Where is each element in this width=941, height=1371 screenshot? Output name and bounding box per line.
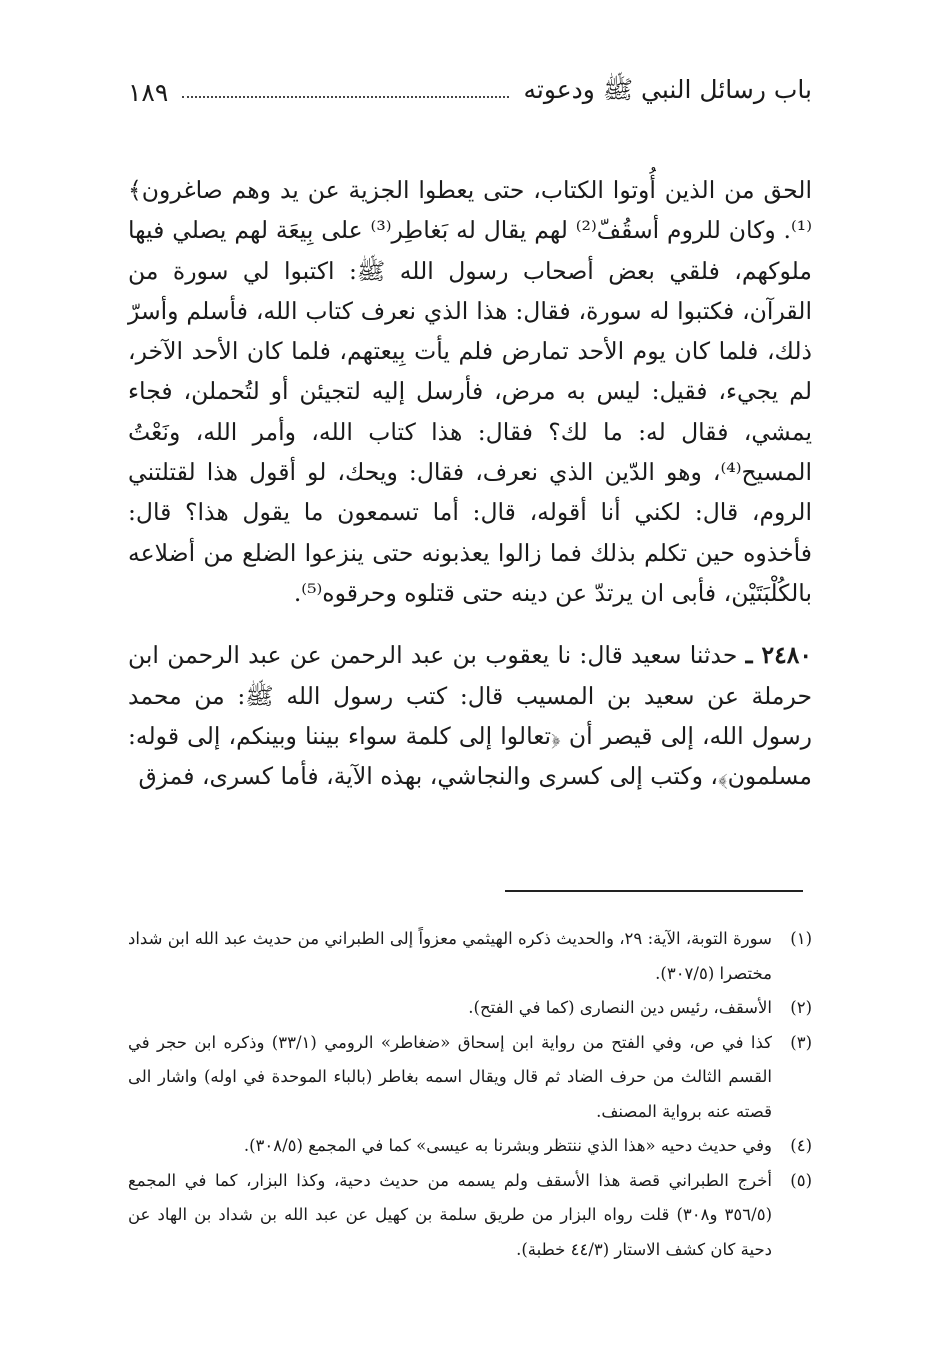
paragraph-1: الحق من الذين أُوتوا الكتاب، حتى يعطوا الجزية عن يد وهم صاغرون﴾⁽¹⁾. وكان للروم أسقُفّ⁽²⁾ لهم يقال له بَغاطِر⁽³⁾ على بِيعَة لهم يصلي فيها ملوكهم، فلقي بعض أصحاب رسول الله ﷺ: اكتبوا لي سورة من القرآن، فكتبوا له سورة، فقال: هذا الذي نعرف كتاب الله، فأسلم وأسرّ ذلك، فلما كان يوم الأحد تمارض فلم يأت بِيعتهم، فلما كان الأحد الآخر، لم يجيء، فقيل: ليس به مرض، فأرسل إليه لتجيئن أو لتُحملن، فجاء يمشي، فقال له: ما لك؟ فقال: هذا كتاب الله، وأمر الله، ونَعْتُ المسيح⁽⁴⁾، وهو الدّين الذي نعرف، فقال: ويحك، لو أقول هذا لقتلتني الروم، قال: لكني أنا أقوله، قال: أما تسمعون ما يقول هذا؟ قال: فأخذوه حين تكلم بذلك فما زالوا يعذبونه حتى ينزعوا الضلع من أضلاعه بالكُلْبَتَيْن، فأبى ان يرتدّ عن دينه حتى قتلوه وحرقوه⁽⁵⁾. xyxy=(128,176,813,607)
footnote-text: سورة التوبة، الآية: ٢٩، والحديث ذكره الهيثمي معزواً إلى الطبراني من حديث عبد الله ابن شداد مختصرا (٣٠٧/٥). xyxy=(128,929,772,983)
footnote-4 xyxy=(128,1129,812,1164)
footnote-separator xyxy=(505,890,803,892)
footnote-2 xyxy=(128,991,812,1026)
footnote-text: كذا في ص، وفي الفتح من رواية ابن إسحاق «ضغاطر» الرومي (٣٣/١) وذكره ابن حجر في القسم الثالث من حرف الضاد ثم قال ويقال اسمه بغاطر (بالباء الموحدة في اوله) واشار الى قصته عنه برواية المصنف. xyxy=(128,1032,772,1121)
page-header xyxy=(128,72,812,112)
footnote-text: الأسقف، رئيس دين النصارى (كما في الفتح). xyxy=(468,998,772,1017)
footnote-number: (١) xyxy=(790,929,812,948)
footnote-text: وفي حديث دحيه «هذا الذي ننتظر وبشرنا به عيسى» كما في المجمع (٣٠٨/٥). xyxy=(243,1136,772,1155)
footnote-number: (٣) xyxy=(790,1032,812,1052)
footnote-number: (٤) xyxy=(790,1136,812,1155)
header-dotted-leader xyxy=(182,96,509,98)
hadith-number: ٢٤٨٠ ـ xyxy=(745,641,812,670)
page-number: ١٨٩ xyxy=(128,77,169,107)
footnotes xyxy=(128,922,812,1267)
running-title: باب رسائل النبي ﷺ ودعوته xyxy=(523,74,812,104)
paragraph-2-text: حدثنا سعيد قال: نا يعقوب بن عبد الرحمن عن عبد الرحمن ابن حرملة عن سعيد بن المسيب قال: كتب رسول الله ﷺ: من محمد رسول الله، إلى قيصر أن ﴿تعالوا إلى كلمة سواء بيننا وبينكم، إلى قوله: مسلمون﴾، وكتب إلى كسرى والنجاشي، بهذه الآية، فأما كسرى، فمزق xyxy=(128,641,812,791)
footnote-1 xyxy=(128,922,812,991)
footnote-3 xyxy=(128,1026,812,1130)
main-text xyxy=(128,170,812,796)
paragraph-2 xyxy=(128,635,812,796)
footnote-number: (٥) xyxy=(790,1170,812,1190)
footnote-5 xyxy=(128,1164,812,1268)
footnote-text: أخرج الطبراني قصة هذا الأسقف ولم يسمه من حديث دحية، وكذا البزار، كما في المجمع (٣٥٦/٥ و٣٠٨) قلت رواه البزار من طريق سلمة بن كهيل عن عبد الله بن شداد بن الهاد عن دحية كان كشف الاستار (٤٤/٣ خطبة). xyxy=(128,1170,772,1259)
footnote-number: (٢) xyxy=(790,998,812,1017)
